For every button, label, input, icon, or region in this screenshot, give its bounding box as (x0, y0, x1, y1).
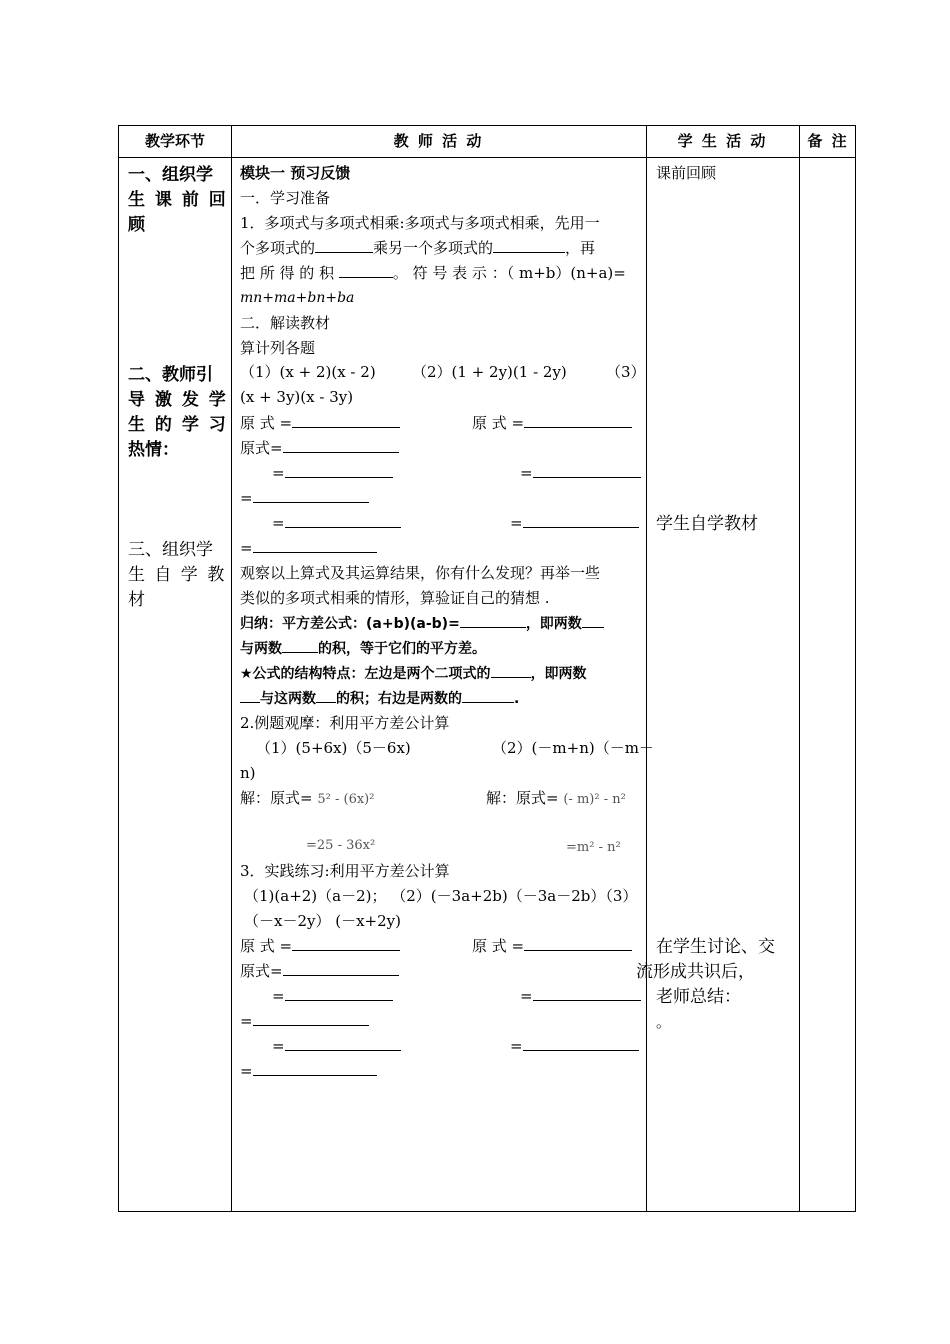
header-divider (119, 157, 855, 158)
answer-line: = (240, 488, 369, 508)
exercise-3-body: (x + 3y)(x - 3y) (240, 388, 354, 406)
example-2: （2）(－m+n)（－m－ (492, 739, 654, 757)
summary-text: 与两数 的积，等于它们的平方差。 (240, 638, 486, 659)
header-notes: 备 注 (807, 132, 849, 150)
answer-line: = (272, 1036, 401, 1056)
exercise-1: （1）(x + 2)(x - 2) (240, 363, 376, 381)
exercise-2: （2）(1 + 2y)(1 - 2y) (412, 363, 567, 381)
answer-line: = (272, 513, 401, 533)
stage3-line1: 三、组织学 (128, 540, 213, 560)
answer-line: 原 式 = (240, 413, 400, 433)
solution-2: 解：原式= (- m)² - n² (486, 789, 626, 807)
answer-line: = (520, 986, 641, 1006)
header-stage: 教学环节 (144, 132, 205, 150)
column-divider (799, 126, 800, 1211)
stage1-line2: 生 课 前 回 (128, 190, 228, 210)
stage2-line2: 导 激 发 学 (128, 390, 228, 410)
student-discussion: 在学生讨论、交 (656, 937, 775, 957)
exercise-3: （3） (606, 363, 646, 381)
student-discussion: 流形成共识后， (636, 962, 755, 982)
answer-line: = (510, 513, 639, 533)
structure-text: 与这两数 的积；右边是两数的 . (240, 688, 519, 709)
summary-text: 归纳：平方差公式：(a+b)(a-b)= ，即两数 (240, 613, 604, 634)
result-1: =25 - 36x² (306, 838, 376, 853)
practice-title: 3．实践练习:利用平方差公计算 (240, 862, 450, 880)
answer-line: = (240, 538, 377, 558)
teacher-summary: 老师总结： (656, 987, 741, 1007)
answer-line: 原式= (240, 438, 399, 458)
column-divider (231, 126, 232, 1211)
stage2-line1: 二、教师引 (128, 365, 213, 385)
practice-exercises: （1)(a+2)（a－2)； （2）(－3a+2b)（－3a－2b）（3） (244, 887, 638, 905)
practice-exercises: （－x－2y） (－x+2y) (244, 912, 401, 930)
answer-line: = (272, 463, 393, 483)
stage3-line3: 材 (128, 590, 145, 610)
stage3-line2: 生 自 学 教 (128, 565, 227, 585)
example-2-cont: n) (240, 764, 256, 782)
answer-line: 原 式 = (240, 936, 400, 956)
example-title: 2.例题观摩：利用平方差公计算 (240, 714, 450, 732)
student-review: 课前回顾 (656, 164, 717, 182)
answer-line: = (510, 1036, 639, 1056)
answer-line: = (240, 1061, 377, 1081)
structure-text: ★公式的结构特点：左边是两个二项式的 ，即两数 (240, 663, 587, 684)
observation-text: 类似的多项式相乘的情形，算验证自己的猜想 . (240, 589, 550, 607)
example-1: （1）(5+6x)（5－6x) (256, 739, 411, 757)
period: 。 (656, 1013, 672, 1031)
column-divider (646, 126, 647, 1211)
prep-formula: mn+ma+bn+ba (240, 290, 355, 306)
stage2-line4: 热情： (128, 440, 179, 460)
calc-title: 算计列各题 (240, 339, 316, 357)
section-read: 二．解读教材 (240, 314, 331, 332)
answer-line: 原 式 = (472, 936, 632, 956)
stage1-line1: 一、组织学 (128, 165, 213, 185)
solution-1: 解：原式= 5² - (6x)² (240, 789, 375, 807)
header-student: 学 生 活 动 (677, 132, 768, 150)
prep-text: 1．多项式与多项式相乘:多项式与多项式相乘，先用一 (240, 214, 600, 232)
answer-line: 原 式 = (472, 413, 632, 433)
observation-text: 观察以上算式及其运算结果，你有什么发现？再举一些 (240, 564, 601, 582)
result-2: =m² - n² (566, 840, 621, 855)
answer-line: = (520, 463, 641, 483)
header-teacher: 教 师 活 动 (393, 132, 484, 150)
answer-line: = (272, 986, 393, 1006)
student-self-study: 学生自学教材 (656, 514, 758, 534)
module-title: 模块一 预习反馈 (240, 164, 351, 182)
answer-line: = (240, 1011, 369, 1031)
stage1-line3: 顾 (128, 215, 145, 235)
prep-text: 把 所 得 的 积 。 符 号 表 示 ：（ m+b）(n+a)= (240, 264, 626, 282)
prep-text: 个多项式的 乘另一个多项式的 ，再 (240, 239, 596, 257)
answer-line: 原式= (240, 961, 399, 981)
stage2-line3: 生 的 学 习 (128, 415, 228, 435)
section-prep: 一．学习准备 (240, 189, 331, 207)
